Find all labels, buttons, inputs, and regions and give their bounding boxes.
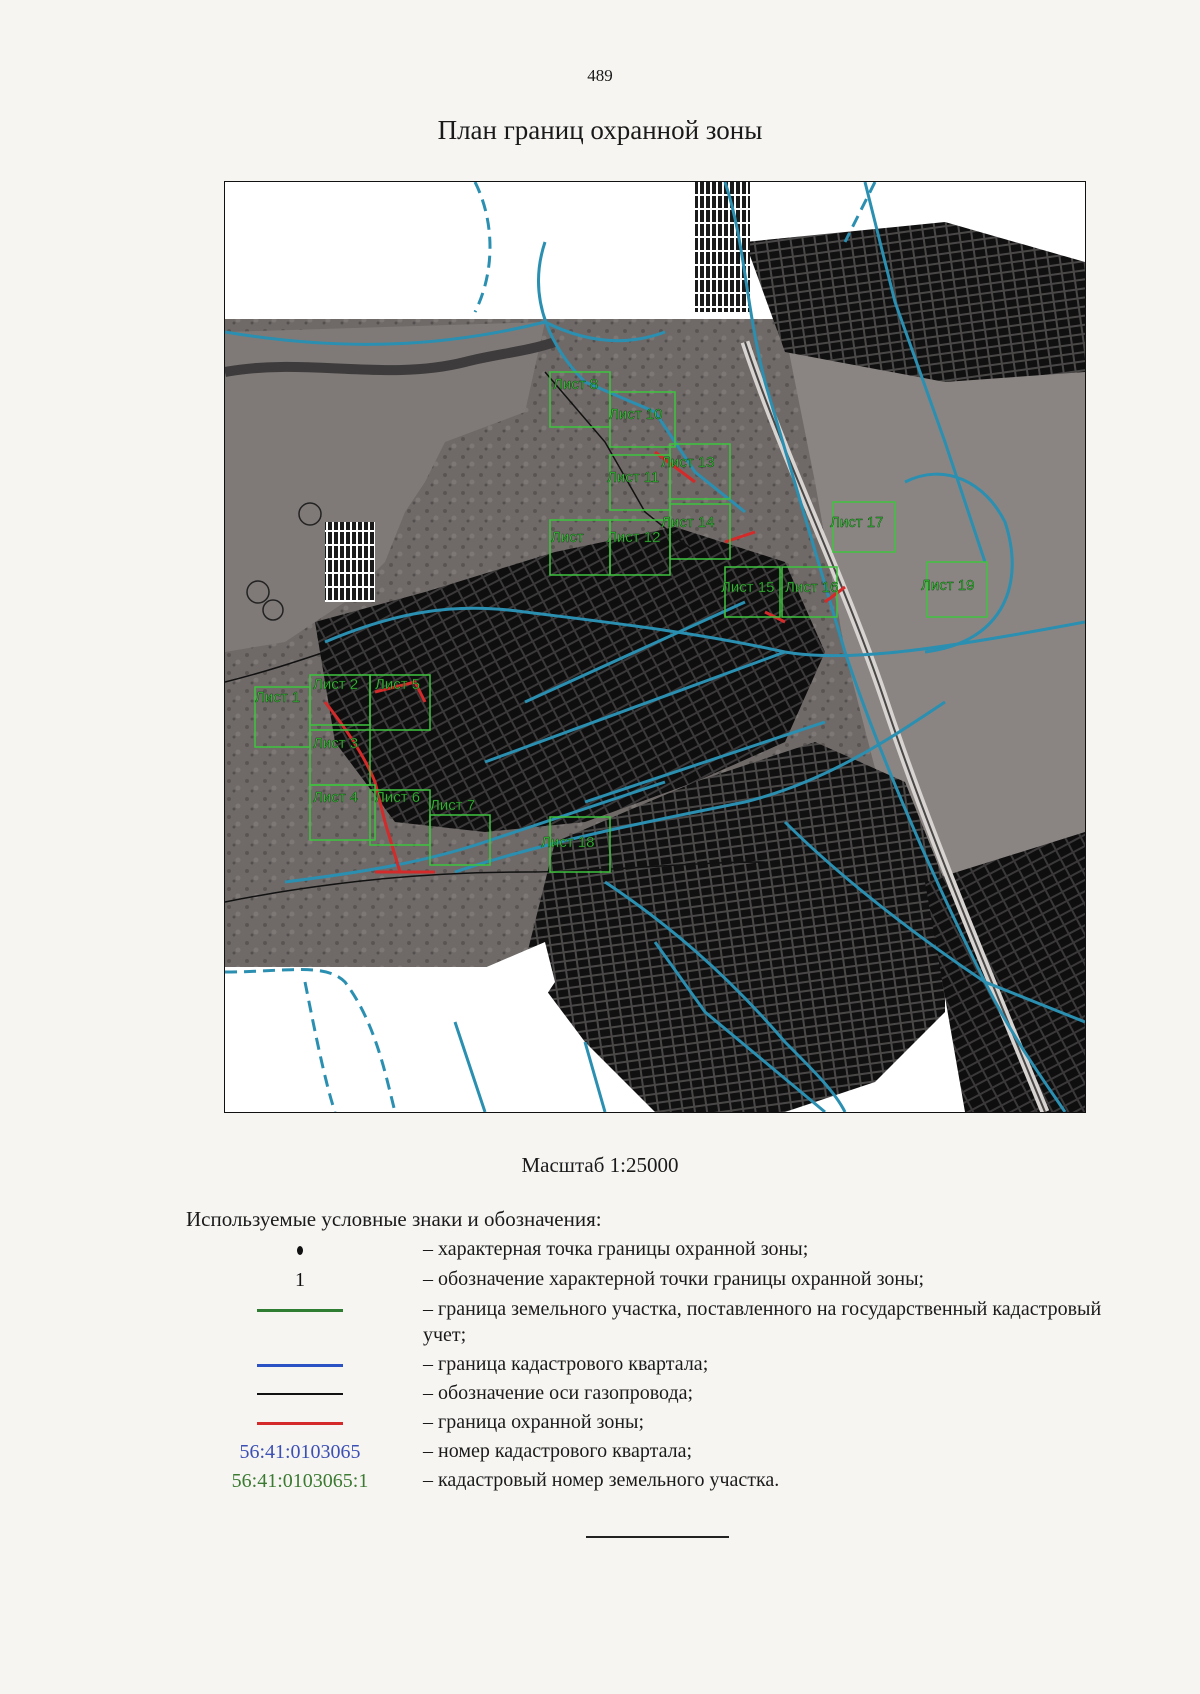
legend-symbol <box>195 1351 405 1379</box>
legend-row <box>0 1266 1200 1294</box>
dashed-boundary-line <box>475 182 490 312</box>
sheet-label: Лист 7 <box>430 797 476 814</box>
sheet-label: Лист 1 <box>255 689 301 706</box>
legend-symbol <box>195 1409 405 1437</box>
text-symbol: 56:41:0103065 <box>239 1440 361 1463</box>
legend-description: – номер кадастрового квартала; <box>423 1440 693 1462</box>
sheet-label: Лист <box>551 529 584 546</box>
legend-description: – граница охранной зоны; <box>423 1411 645 1433</box>
legend-symbol <box>195 1438 405 1466</box>
legend-description: – граница кадастрового квартала; <box>423 1353 709 1375</box>
sheet-label: Лист 5 <box>375 676 421 693</box>
line-symbol <box>257 1309 343 1312</box>
legend-symbol <box>195 1236 405 1264</box>
sheet-label: Лист 18 <box>541 834 595 851</box>
legend-row <box>0 1438 1200 1466</box>
text-symbol: 56:41:0103065:1 <box>231 1469 369 1492</box>
line-symbol <box>257 1422 343 1425</box>
sheet-label: Лист 10 <box>609 406 663 423</box>
legend-description: – обозначение оси газопровода; <box>423 1382 694 1404</box>
line-symbol <box>257 1393 343 1395</box>
sheet-label: Лист 13 <box>661 454 715 471</box>
sheet-label: Лист 15 <box>721 579 775 596</box>
legend-description: – граница земельного участка, поставленного на государственный кадастровый учет; <box>423 1298 1102 1346</box>
plan-title: План границ охранной зоны <box>437 115 763 145</box>
line-symbol <box>257 1364 343 1367</box>
sheet-label: Лист 19 <box>921 577 975 594</box>
legend-row <box>0 1236 1200 1264</box>
legend-row <box>0 1296 1200 1346</box>
legend-description: – характерная точка границы охранной зоны; <box>423 1238 809 1260</box>
sheet-label: Лист 14 <box>661 514 715 531</box>
legend-description: – обозначение характерной точки границы охранной зоны; <box>423 1268 925 1290</box>
legend-symbol <box>195 1296 405 1324</box>
bottom-rule <box>586 1536 729 1538</box>
legend-symbol <box>195 1266 405 1294</box>
scale-label: Масштаб 1:25000 <box>521 1153 679 1177</box>
point-symbol <box>297 1246 303 1255</box>
sheet-label: Лист 2 <box>313 676 359 693</box>
legend-description: – кадастровый номер земельного участка. <box>423 1469 780 1491</box>
text-symbol: 1 <box>295 1268 305 1291</box>
map-frame <box>224 181 1086 1113</box>
sheet-label: Лист 8 <box>553 376 599 393</box>
legend-row <box>0 1409 1200 1437</box>
sheet-label: Лист 4 <box>313 789 359 806</box>
sheet-label: Лист 12 <box>607 529 661 546</box>
legend-symbol <box>195 1467 405 1495</box>
sheet-label: Лист 17 <box>830 514 884 531</box>
sheet-label: Лист 11 <box>607 469 660 486</box>
legend-symbol <box>195 1380 405 1408</box>
sheet-label: Лист 16 <box>785 579 839 596</box>
legend-heading: Используемые условные знаки и обозначения: <box>186 1207 602 1231</box>
map-canvas <box>225 182 1085 1112</box>
legend-row <box>0 1467 1200 1495</box>
sheet-label: Лист 3 <box>313 735 359 752</box>
page-number: 489 <box>587 66 613 85</box>
sheet-label: Лист 6 <box>375 789 421 806</box>
legend-row <box>0 1351 1200 1379</box>
garage-rows-left <box>325 522 375 602</box>
legend-row <box>0 1380 1200 1408</box>
